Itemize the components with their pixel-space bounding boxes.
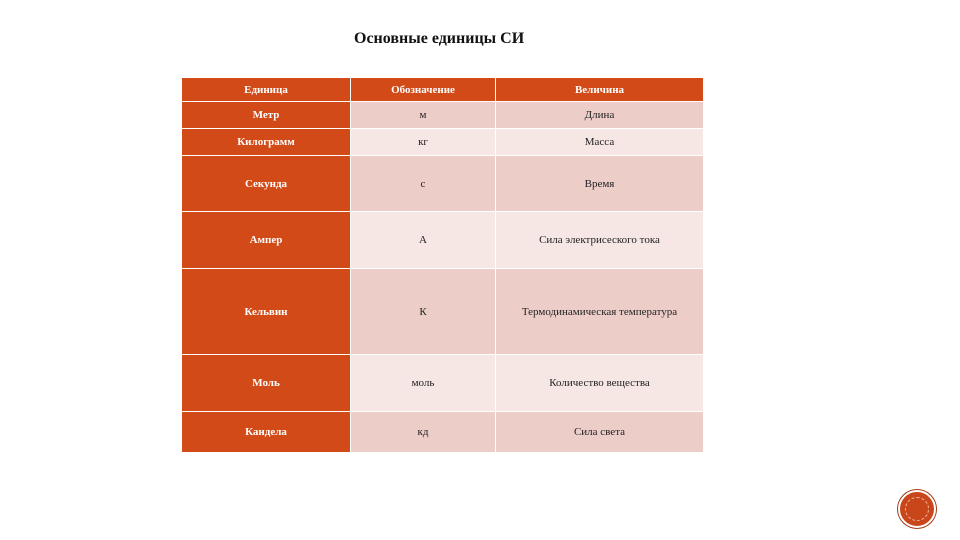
header-quantity: Величина	[496, 78, 704, 102]
table-row	[182, 355, 704, 412]
table-row	[182, 269, 704, 355]
unit-cell: Кандела	[182, 412, 351, 453]
unit-cell: Метр	[182, 102, 351, 129]
table-row	[182, 129, 704, 156]
si-units-table	[181, 77, 704, 453]
quantity-cell: Термодинамическая температура	[496, 269, 704, 355]
unit-cell: Моль	[182, 355, 351, 412]
symbol-cell: моль	[351, 355, 496, 412]
header-symbol: Обозначение	[351, 78, 496, 102]
symbol-cell: А	[351, 212, 496, 269]
slide-number-badge-icon	[898, 490, 936, 528]
symbol-cell: К	[351, 269, 496, 355]
quantity-cell: Длина	[496, 102, 704, 129]
symbol-cell: м	[351, 102, 496, 129]
unit-cell: Кельвин	[182, 269, 351, 355]
quantity-cell: Сила электрисеского тока	[496, 212, 704, 269]
header-unit: Единица	[182, 78, 351, 102]
table-header-row	[182, 78, 704, 102]
unit-cell: Килограмм	[182, 129, 351, 156]
unit-cell: Ампер	[182, 212, 351, 269]
symbol-cell: кд	[351, 412, 496, 453]
table-row	[182, 212, 704, 269]
quantity-cell: Количество вещества	[496, 355, 704, 412]
slide-title: Основные единицы СИ	[354, 30, 525, 47]
quantity-cell: Время	[496, 156, 704, 212]
quantity-cell: Сила света	[496, 412, 704, 453]
table-row	[182, 156, 704, 212]
symbol-cell: кг	[351, 129, 496, 156]
quantity-cell: Масса	[496, 129, 704, 156]
unit-cell: Секунда	[182, 156, 351, 212]
symbol-cell: с	[351, 156, 496, 212]
table-row	[182, 412, 704, 453]
table-row	[182, 102, 704, 129]
